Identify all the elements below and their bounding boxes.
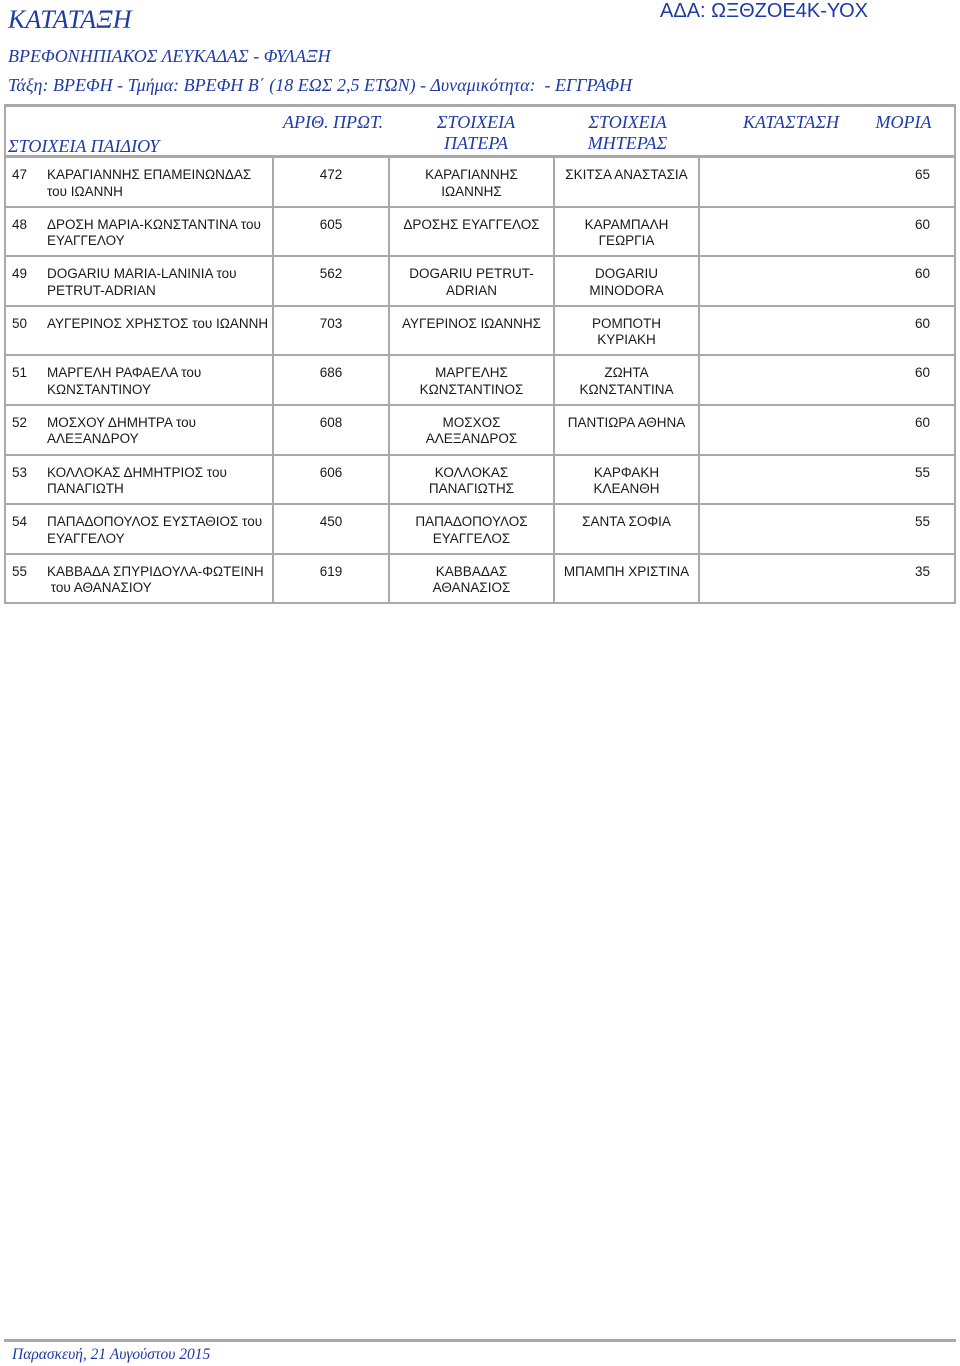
points-value: 60: [914, 365, 930, 381]
protocol-number: 450: [274, 505, 390, 553]
mother-name: ΜΠΑΜΠΗ ΧΡΙΣΤΙΝΑ: [555, 555, 700, 603]
points-value: 60: [914, 315, 930, 331]
table-row: [6, 456, 954, 506]
mother-name: ΖΩΗΤΑ ΚΩΝΣΤΑΝΤΙΝΑ: [555, 356, 700, 404]
points-value: 35: [914, 563, 930, 579]
status-cell: [700, 505, 857, 553]
table-header: [4, 104, 956, 158]
row-number: 49: [12, 266, 28, 282]
row-number: 51: [12, 365, 28, 381]
row-number: 53: [12, 464, 28, 480]
mother-name: ΡΟΜΠΟΤΗ ΚΥΡΙΑΚΗ: [555, 307, 700, 355]
protocol-number: 686: [274, 356, 390, 404]
table-row: [6, 555, 954, 605]
column-header-status: ΚΑΤΑΣΤΑΣΗ: [742, 112, 840, 132]
protocol-number: 605: [274, 208, 390, 256]
child-name: ΔΡΟΣΗ ΜΑΡΙΑ-ΚΩΝΣΤΑΝΤΙΝΑ του ΕΥΑΓΓΕΛΟΥ: [40, 208, 274, 256]
column-header-mother: ΣΤΟΙΧΕΙΑ ΜΗΤΕΡΑΣ: [587, 111, 668, 153]
status-cell: [700, 456, 857, 504]
footer-rule: [4, 1339, 956, 1342]
mother-name: ΚΑΡΑΜΠΑΛΗ ΓΕΩΡΓΙΑ: [555, 208, 700, 256]
points-value: 55: [914, 464, 930, 480]
father-name: ΜΟΣΧΟΣ ΑΛΕΞΑΝΔΡΟΣ: [390, 406, 555, 454]
table-row: [6, 208, 954, 258]
father-name: ΑΥΓΕΡΙΝΟΣ ΙΩΑΝΝΗΣ: [390, 307, 555, 355]
status-cell: [700, 208, 857, 256]
column-header-father: ΣΤΟΙΧΕΙΑ ΠΑΤΕΡΑ: [436, 111, 516, 153]
points-value: 60: [914, 216, 930, 232]
child-name: ΜΟΣΧΟΥ ΔΗΜΗΤΡΑ του ΑΛΕΞΑΝΔΡΟΥ: [40, 406, 274, 454]
table-body: [4, 158, 956, 604]
status-cell: [700, 257, 857, 305]
mother-name: ΠΑΝΤΙΩΡΑ ΑΘΗΝΑ: [555, 406, 700, 454]
status-cell: [700, 158, 857, 206]
mother-name: DOGARIU MINODORA: [555, 257, 700, 305]
table-row: [6, 356, 954, 406]
points-value: 65: [914, 167, 930, 182]
status-cell: [700, 356, 857, 404]
protocol-number: 562: [274, 257, 390, 305]
table-row: [6, 158, 954, 208]
protocol-number: 608: [274, 406, 390, 454]
father-name: ΜΑΡΓΕΛΗΣ ΚΩΝΣΤΑΝΤΙΝΟΣ: [390, 356, 555, 404]
footer-date: Παρασκευή, 21 Αυγούστου 2015: [12, 1346, 211, 1363]
ada-code: ΑΔΑ: ΩΞΘΖΟΕ4Κ-ΥΟΧ: [660, 0, 869, 22]
child-name: DOGARIU MARIA-LANINIA του PETRUT-ADRIAN: [40, 257, 274, 305]
row-number: 52: [12, 414, 28, 430]
points-value: 60: [914, 266, 930, 282]
document-title: ΚΑΤΑΤΑΞΗ: [8, 5, 132, 34]
table-row: [6, 505, 954, 555]
mother-name: ΚΑΡΦΑΚΗ ΚΛΕΑΝΘΗ: [555, 456, 700, 504]
row-number: 55: [12, 563, 28, 579]
father-name: ΠΑΠΑΔΟΠΟΥΛΟΣ ΕΥΑΓΓΕΛΟΣ: [390, 505, 555, 553]
column-header-points: ΜΟΡΙΑ: [875, 112, 932, 132]
child-name: ΚΑΒΒΑΔΑ ΣΠΥΡΙΔΟΥΛΑ-ΦΩΤΕΙΝΗ του ΑΘΑΝΑΣΙΟΥ: [40, 555, 274, 603]
class-info: Τάξη: ΒΡΕΦΗ - Τμήμα: ΒΡΕΦΗ Β΄ (18 ΕΩΣ 2,5 ΕΤΩΝ) - Δυναμικότητα: - ΕΓΓΡΑΦΗ: [8, 75, 633, 95]
status-cell: [700, 406, 857, 454]
mother-name: ΣΚΙΤΣΑ ΑΝΑΣΤΑΣΙΑ: [555, 158, 700, 206]
row-number: 54: [12, 514, 28, 530]
father-name: ΔΡΟΣΗΣ ΕΥΑΓΓΕΛΟΣ: [390, 208, 555, 256]
status-cell: [700, 307, 857, 355]
father-name: DOGARIU PETRUT- ADRIAN: [390, 257, 555, 305]
points-value: 60: [914, 414, 930, 430]
table-row: [6, 406, 954, 456]
protocol-number: 472: [274, 158, 390, 206]
column-header-protocol: ΑΡΙΘ. ΠΡΩΤ.: [283, 112, 384, 132]
father-name: ΚΑΡΑΓΙΑΝΝΗΣ ΙΩΑΝΝΗΣ: [390, 158, 555, 206]
row-number: 50: [12, 315, 28, 331]
protocol-number: 606: [274, 456, 390, 504]
child-name: ΜΑΡΓΕΛΗ ΡΑΦΑΕΛΑ του ΚΩΝΣΤΑΝΤΙΝΟΥ: [40, 356, 274, 404]
child-name: ΚΟΛΛΟΚΑΣ ΔΗΜΗΤΡΙΟΣ του ΠΑΝΑΓΙΩΤΗ: [40, 456, 274, 504]
child-name: ΑΥΓΕΡΙΝΟΣ ΧΡΗΣΤΟΣ του ΙΩΑΝΝΗ: [40, 307, 274, 355]
child-name: ΚΑΡΑΓΙΑΝΝΗΣ ΕΠΑΜΕΙΝΩΝΔΑΣ του ΙΩΑΝΝΗ: [40, 158, 274, 206]
mother-name: ΣΑΝΤΑ ΣΟΦΙΑ: [555, 505, 700, 553]
row-number: 47: [12, 167, 28, 182]
organization-name: ΒΡΕΦΟΝΗΠΙΑΚΟΣ ΛΕΥΚΑΔΑΣ - ΦΥΛΑΞΗ: [8, 46, 331, 66]
row-number: 48: [12, 216, 28, 232]
table-row: [6, 307, 954, 357]
table-row: [6, 257, 954, 307]
protocol-number: 703: [274, 307, 390, 355]
father-name: ΚΑΒΒΑΔΑΣ ΑΘΑΝΑΣΙΟΣ: [390, 555, 555, 603]
column-header-child: ΣΤΟΙΧΕΙΑ ΠΑΙΔΙΟΥ: [8, 136, 160, 156]
points-value: 55: [914, 514, 930, 530]
father-name: ΚΟΛΛΟΚΑΣ ΠΑΝΑΓΙΩΤΗΣ: [390, 456, 555, 504]
child-name: ΠΑΠΑΔΟΠΟΥΛΟΣ ΕΥΣΤΑΘΙΟΣ του ΕΥΑΓΓΕΛΟΥ: [40, 505, 274, 553]
status-cell: [700, 555, 857, 603]
protocol-number: 619: [274, 555, 390, 603]
